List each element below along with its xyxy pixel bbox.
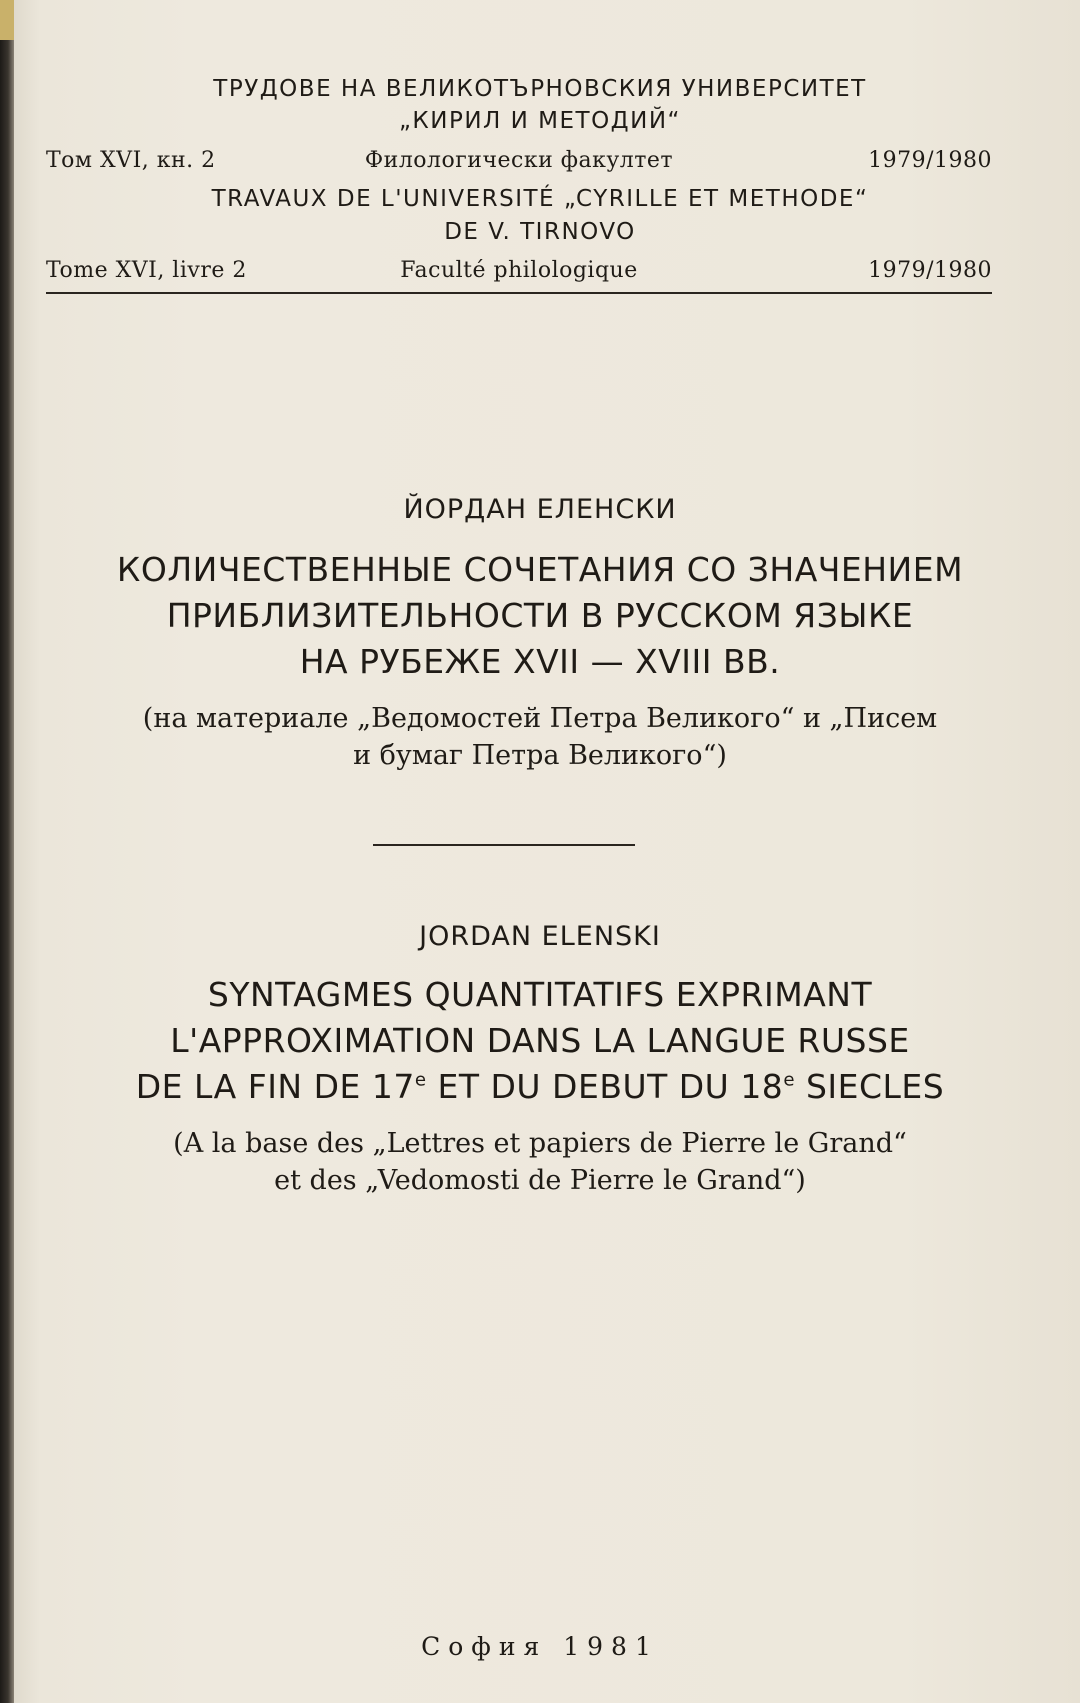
subtitle-russian-line1: (на материале „Ведомостей Петра Великого“ и „Писем — [142, 703, 938, 734]
header-rule — [46, 292, 992, 294]
binding-tab — [0, 0, 14, 40]
header-bg-year: 1979/1980 — [868, 148, 992, 173]
header-fr-faculty: Faculté philologique — [400, 258, 638, 283]
author-russian: ЙОРДАН ЕЛЕНСКИ — [403, 494, 677, 525]
title-russian-line2: ПРИБЛИЗИТЕЛЬНОСТИ В РУССКОМ ЯЗЫКЕ — [166, 596, 914, 635]
superscript-e: e — [414, 1069, 427, 1091]
title-french-line1: SYNTAGMES QUANTITATIFS EXPRIMANT — [207, 975, 873, 1014]
header-fr-year: 1979/1980 — [868, 258, 992, 283]
header-bg-volume: Том XVI, кн. 2 — [46, 148, 216, 173]
header-fr-line2: DE V. TIRNOVO — [444, 219, 636, 245]
subtitle-russian-line2: и бумаг Петра Великого“) — [353, 740, 727, 771]
header-bg-line1: ТРУДОВЕ НА ВЕЛИКОТЪРНОВСКИЯ УНИВЕРСИТЕТ — [213, 76, 867, 102]
title-french-line3: DE LA FIN DE 17e ET DU DEBUT DU 18e SIECLES — [135, 1067, 945, 1106]
header-fr-line1: TRAVAUX DE L'UNIVERSITÉ „CYRILLE ET METHODE“ — [211, 186, 869, 212]
title-russian-line1: КОЛИЧЕСТВЕННЫЕ СОЧЕТАНИЯ СО ЗНАЧЕНИЕМ — [116, 550, 964, 589]
header-bg-line2: „КИРИЛ И МЕТОДИЙ“ — [399, 108, 681, 134]
superscript-e: e — [783, 1069, 795, 1091]
header-bg-faculty: Филологически факултет — [364, 148, 674, 173]
subtitle-french-line2: et des „Vedomosti de Pierre le Grand“) — [274, 1165, 806, 1196]
imprint-footer: София 1981 — [421, 1632, 659, 1661]
subtitle-french-line1: (A la base des „Lettres et papiers de Pierre le Grand“ — [173, 1128, 907, 1159]
title-french-line2: L'APPROXIMATION DANS LA LANGUE RUSSE — [170, 1021, 910, 1060]
author-french: JORDAN ELENSKI — [419, 921, 661, 952]
section-divider — [373, 844, 635, 846]
book-binding-edge — [0, 0, 14, 1703]
title-russian-line3: НА РУБЕЖЕ XVII — XVIII ВВ. — [299, 642, 781, 681]
header-fr-volume: Tome XVI, livre 2 — [46, 258, 247, 283]
